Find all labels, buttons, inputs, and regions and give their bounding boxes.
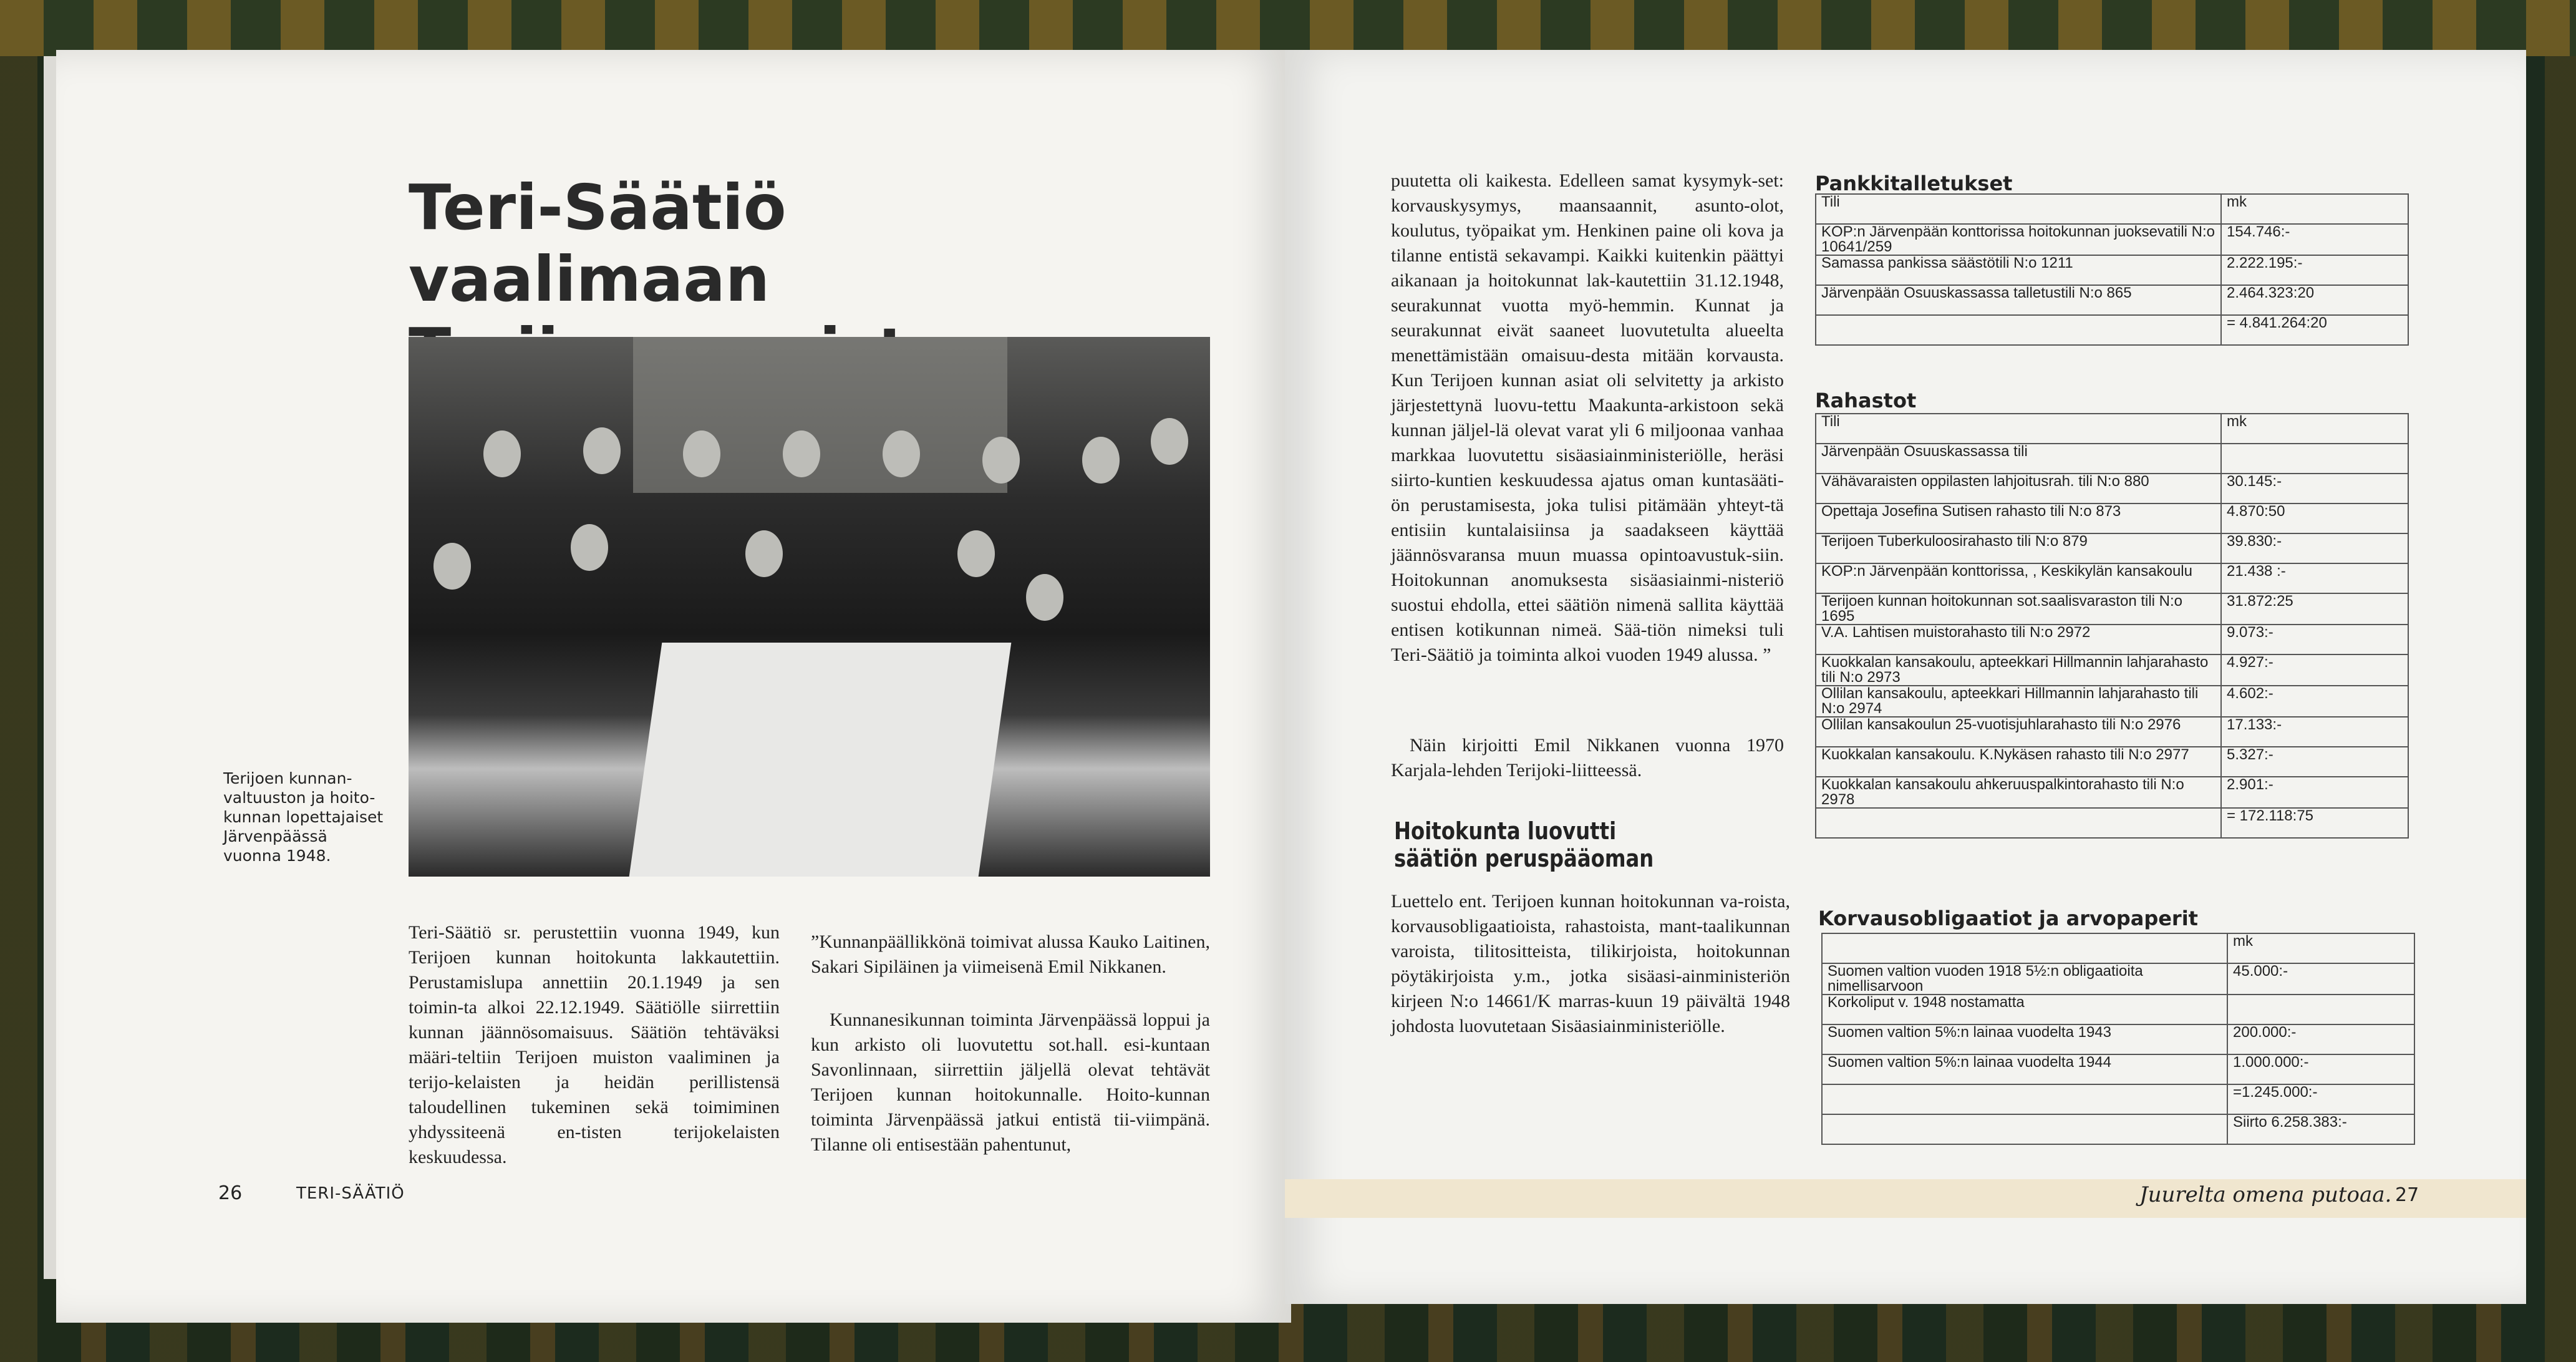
running-head: TERI-SÄÄTIÖ	[296, 1184, 405, 1203]
table-cell-value: 2.464.323:20	[2221, 285, 2408, 315]
table-cell-label: Järvenpään Osuuskassassa talletustili N:o 865	[1816, 285, 2221, 315]
right-column-a: puutetta oli kaikesta. Edelleen samat kysymyk-set: korvauskysymys, maansaannit, asunto-olot, koulutus, työpaikat ym. Henkinen paine oli kova ja tilanne entistä sekavampi. Kaikki kuitenkin päättyi aikanaan ja hoitokunnat lak-kautettiin 31.12.1948, seurakunnat vuotta myö-hemmin. Kunnat ja seurakunnat eivät saaneet luovutetulta alueelta menettämistään omaisuu-desta mitään korvausta. Kun Terijoen kunnan asiat oli selvitetty ja arkisto järjestettynä luovu-tettu Maakunta-arkistoon sekä kunnan jäljel-lä olevat varat yli 6 miljoonaa vanhaa markkaa luovutettu sisäasiainministeriölle, heräsi siirto-kuntien keskuudessa ajatus oman kuntasääti-ön perustamisesta, joka tulisi pitämään yhteyt-tä entisiin kuntalaisiinsa ja saadakseen käyttää jäännösvaransa muun muassa opintoavustuk-siin. Hoitokunnan anomuksesta sisäasiainmi-nisteriö suostui ehdolla, ettei säätiön nimenä sallita käyttää entisen kotikunnan nimeä. Sää-tiön nimeksi tuli Teri-Säätiö ja toiminta alkoi vuoden 1949 alussa. ”	[1391, 170, 1784, 665]
table-cell-label	[1822, 1114, 2227, 1144]
person-head	[1026, 574, 1063, 621]
table-cell-value: 4.870:50	[2221, 503, 2408, 533]
subheading-line-2: säätiön peruspääoman	[1394, 845, 1654, 872]
table-cell-value: 200.000:-	[2227, 1024, 2414, 1054]
table-cell-label: Kuokkalan kansakoulu. K.Nykäsen rahasto tili N:o 2977	[1816, 747, 2221, 777]
table-pankkitalletukset	[1815, 193, 2409, 346]
table-cell-value: 45.000:-	[2227, 963, 2414, 995]
table-row	[1822, 933, 2414, 963]
table-row	[1816, 686, 2408, 717]
person-head	[745, 530, 783, 577]
table-row	[1816, 224, 2408, 255]
table-cell-value: 4.602:-	[2221, 686, 2408, 717]
table-cell-label: Suomen valtion 5%:n lainaa vuodelta 1943	[1822, 1024, 2227, 1054]
table-cell-value: mk	[2227, 933, 2414, 963]
left-column-2a: ”Kunnanpäällikkönä toimivat alussa Kauko Laitinen, Sakari Sipiläinen ja viimeisenä Emil Nikkanen.	[811, 932, 1210, 977]
table-in-photo	[629, 643, 1012, 877]
table-cell-value: = 4.841.264:20	[2221, 315, 2408, 345]
photo-caption: Terijoen kunnan-valtuuston ja hoito-kunnan lopettajaiset Järvenpäässä vuonna 1948.	[223, 769, 384, 865]
person-head	[783, 430, 820, 477]
table-cell-value: 4.927:-	[2221, 654, 2408, 686]
subheading	[1394, 817, 1776, 872]
table-cell-value: =1.245.000:-	[2227, 1084, 2414, 1114]
table-cell-value: 17.133:-	[2221, 717, 2408, 747]
table1-heading: Pankkitalletukset	[1815, 172, 2013, 195]
person-head	[883, 430, 920, 477]
right-column-b: Luettelo ent. Terijoen kunnan hoitokunnan va-roista, korvausobligaatioista, rahastoista, mant-taalikunnan varoista, tilitositteista, tilikirjoista, hoitokunnan pöytäkirjoista y.m., jotka sisäasi-ainministeriön kirjeen N:o 14661/K marras-kuun 19 päivältä 1948 johdosta luovutetaan Sisäasiainministeriölle.	[1391, 891, 1790, 1036]
table-cell-label: Terijoen kunnan hoitokunnan sot.saalisvaraston tili N:o 1695	[1816, 593, 2221, 625]
title-line-1: Teri-Säätiö vaalimaan	[409, 171, 787, 316]
table-cell-value	[2227, 995, 2414, 1024]
table-cell-label	[1822, 933, 2227, 963]
person-head	[483, 430, 521, 477]
table-row	[1822, 963, 2414, 995]
table-cell-label: Opettaja Josefina Sutisen rahasto tili N:o 873	[1816, 503, 2221, 533]
table-row	[1816, 808, 2408, 838]
table-row	[1816, 747, 2408, 777]
table-cell-label: Järvenpään Osuuskassassa tili	[1816, 444, 2221, 474]
table-cell-label	[1822, 1084, 2227, 1114]
table3-heading: Korvausobligaatiot ja arvopaperit	[1818, 907, 2198, 930]
table-row	[1816, 194, 2408, 224]
table-cell-label: Tili	[1816, 414, 2221, 444]
person-head	[433, 543, 471, 590]
left-column-1: Teri-Säätiö sr. perustettiin vuonna 1949, kun Terijoen kunnan hoitokunta lakkautettiin. Perustamislupa annettiin 20.1.1949 ja sen toimin-ta alkoi 22.12.1949. Säätiölle siirrettiin kunnan jäännösomaisuus. Säätiön tehtäväksi määri-teltiin Terijoen muiston vaaliminen ja terijo-kelaisten ja heidän perillistensä taloudellinen tukeminen sekä toimiminen yhdyssiteenä en-tisten terijokelaisten keskuudessa.	[409, 922, 780, 1167]
table-cell-value: 5.327:-	[2221, 747, 2408, 777]
table-row	[1822, 1114, 2414, 1144]
table-cell-label: V.A. Lahtisen muistorahasto tili N:o 2972	[1816, 625, 2221, 654]
table-row	[1816, 414, 2408, 444]
table-cell-label: KOP:n Järvenpään konttorissa, , Keskikylän kansakoulu	[1816, 563, 2221, 593]
table2-heading: Rahastot	[1815, 389, 1917, 412]
fabric-stripe	[0, 0, 2576, 56]
table-cell-value: Siirto 6.258.383:-	[2227, 1114, 2414, 1144]
table-cell-value: 154.746:-	[2221, 224, 2408, 255]
subheading-line-1: Hoitokunta luovutti	[1394, 817, 1617, 845]
person-head	[1151, 418, 1188, 465]
table-cell-value: 31.872:25	[2221, 593, 2408, 625]
table-cell-label: Terijoen Tuberkuloosirahasto tili N:o 879	[1816, 533, 2221, 563]
table-row	[1816, 474, 2408, 503]
table-cell-label: Samassa pankissa säästötili N:o 1211	[1816, 255, 2221, 285]
table-cell-label: Ollilan kansakoulun 25-vuotisjuhlarahasto tili N:o 2976	[1816, 717, 2221, 747]
table-cell-label: Suomen valtion 5%:n lainaa vuodelta 1944	[1822, 1054, 2227, 1084]
table-cell-value	[2221, 444, 2408, 474]
table-cell-value: 9.073:-	[2221, 625, 2408, 654]
person-head	[683, 430, 720, 477]
table-row	[1816, 777, 2408, 808]
table-cell-value: = 172.118:75	[2221, 808, 2408, 838]
table-row	[1822, 1024, 2414, 1054]
table-cell-value: 39.830:-	[2221, 533, 2408, 563]
table-korvausobligaatiot	[1821, 933, 2415, 1145]
table-row	[1822, 1084, 2414, 1114]
table-cell-value: mk	[2221, 194, 2408, 224]
left-column-2b: Kunnanesikunnan toiminta Järvenpäässä loppui ja kun arkisto oli luovutettu sot.hall. esi-kuntaan Savonlinnaan, siirrettiin jäljellä olevat tehtävät Terijoen kunnan hoitokunnalle. Hoito-kunnan toiminta Järvenpäässä jatkui entistä tii-viimpänä. Tilanne oli entisestään pahentunut,	[811, 1009, 1210, 1155]
table-rahastot	[1815, 413, 2409, 839]
table-cell-value: 21.438 :-	[2221, 563, 2408, 593]
table-cell-label: Vähävaraisten oppilasten lahjoitusrah. tili N:o 880	[1816, 474, 2221, 503]
table-row	[1816, 563, 2408, 593]
table-cell-value: 2.222.195:-	[2221, 255, 2408, 285]
table-row	[1816, 533, 2408, 563]
table-cell-value: 30.145:-	[2221, 474, 2408, 503]
person-head	[982, 437, 1020, 484]
person-head	[583, 427, 621, 474]
page-number-right: 27	[2395, 1184, 2419, 1206]
table-cell-value: mk	[2221, 414, 2408, 444]
table-row	[1822, 1054, 2414, 1084]
table-row	[1816, 593, 2408, 625]
table-cell-label	[1816, 808, 2221, 838]
table-row	[1816, 503, 2408, 533]
table-row	[1816, 625, 2408, 654]
footer-quote: Juurelta omena putoaa.	[2139, 1182, 2392, 1207]
table-cell-label: Kuokkalan kansakoulu, apteekkari Hillmannin lahjarahasto tili N:o 2973	[1816, 654, 2221, 686]
page-number-left: 26	[218, 1182, 243, 1204]
table-row	[1816, 315, 2408, 345]
group-photo	[409, 337, 1210, 877]
table-row	[1816, 717, 2408, 747]
table-cell-label: Suomen valtion vuoden 1918 5½:n obligaatioita nimellisarvoon	[1822, 963, 2227, 995]
table-cell-label: Tili	[1816, 194, 2221, 224]
right-column-a-tail: Näin kirjoitti Emil Nikkanen vuonna 1970 Karjala-lehden Terijoki-liitteessä.	[1391, 735, 1784, 781]
table-cell-label: KOP:n Järvenpään konttorissa hoitokunnan juoksevatili N:o 10641/259	[1816, 224, 2221, 255]
table-row	[1816, 654, 2408, 686]
table-cell-label: Korkoliput v. 1948 nostamatta	[1822, 995, 2227, 1024]
table-cell-label: Kuokkalan kansakoulu ahkeruuspalkintorahasto tili N:o 2978	[1816, 777, 2221, 808]
table-cell-value: 1.000.000:-	[2227, 1054, 2414, 1084]
table-cell-label: Ollilan kansakoulu, apteekkari Hillmannin lahjarahasto tili N:o 2974	[1816, 686, 2221, 717]
person-head	[571, 524, 608, 571]
person-head	[1082, 437, 1120, 484]
table-cell-value: 2.901:-	[2221, 777, 2408, 808]
table-row	[1822, 995, 2414, 1024]
table-row	[1816, 255, 2408, 285]
table-row	[1816, 444, 2408, 474]
person-head	[957, 530, 995, 577]
table-row	[1816, 285, 2408, 315]
table-cell-label	[1816, 315, 2221, 345]
